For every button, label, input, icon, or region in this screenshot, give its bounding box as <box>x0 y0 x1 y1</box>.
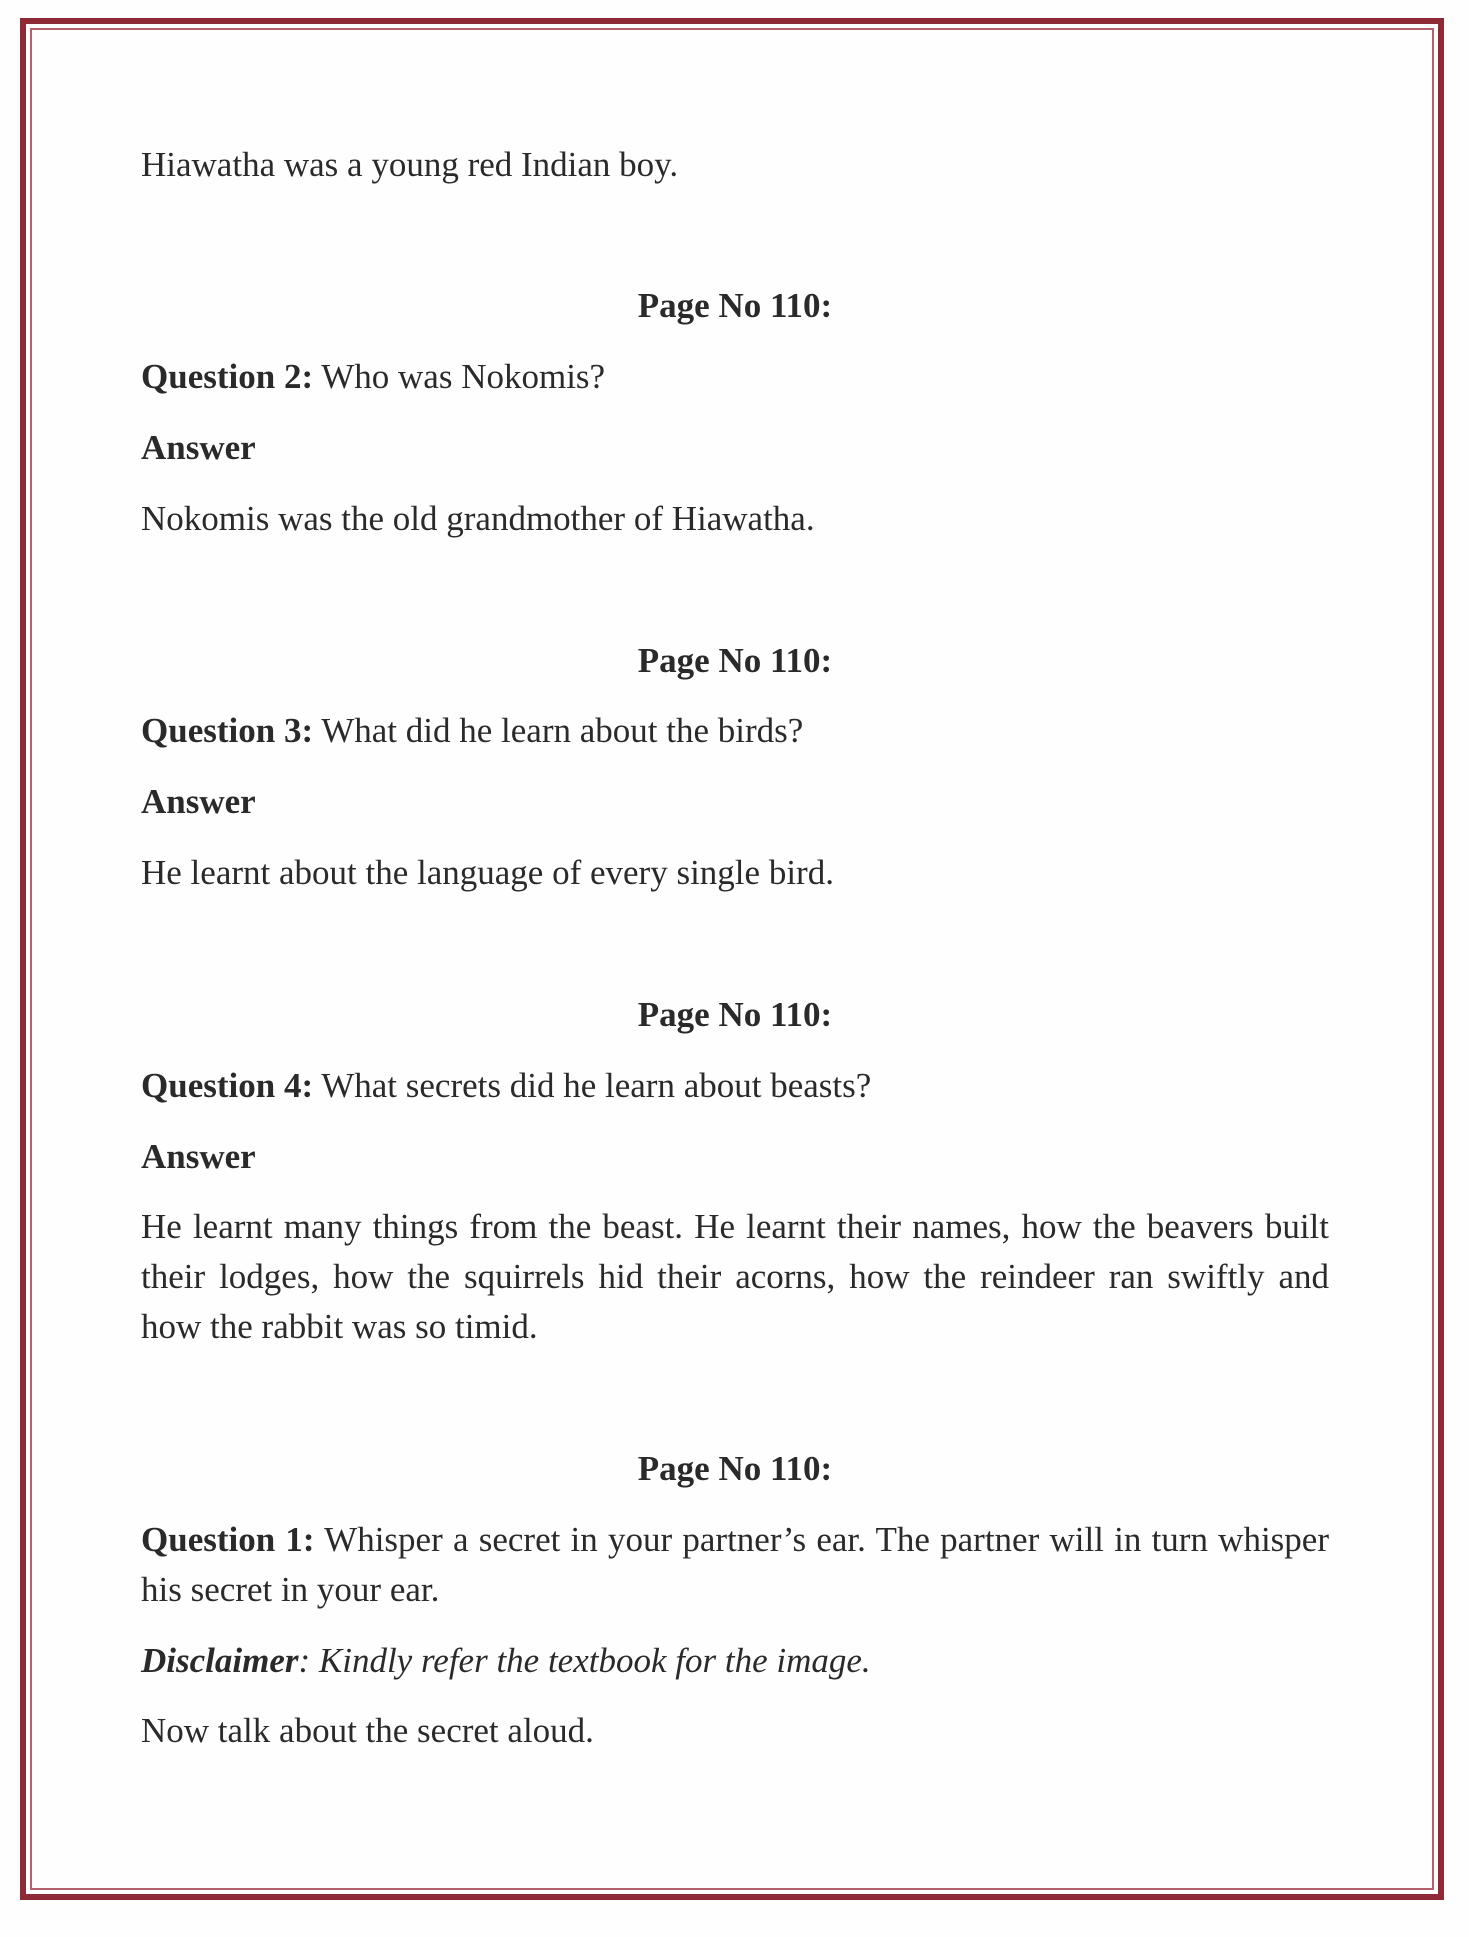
question-label: Question 3: <box>141 711 314 750</box>
disclaimer-text: : Kindly refer the textbook for the image. <box>298 1641 871 1680</box>
answer-label: Answer <box>141 782 256 821</box>
answer-text: He learnt about the language of every single bird. <box>141 853 834 892</box>
question-text: Who was Nokomis? <box>313 357 606 396</box>
question-4 <box>141 1061 1329 1111</box>
question-label: Question 4: <box>141 1066 314 1105</box>
page-heading: Page No 110: <box>637 995 833 1034</box>
question-3 <box>141 706 1329 756</box>
question-1 <box>141 1515 1329 1615</box>
question-label: Question 2: <box>141 357 314 396</box>
answer-label: Answer <box>141 1137 256 1176</box>
question-text: Whisper a secret in your partner’s ear. The partner will in turn whisper his secret in your ear. <box>141 1520 1329 1609</box>
answer-text: Nokomis was the old grandmother of Hiawatha. <box>141 499 815 538</box>
answer-text: Now talk about the secret aloud. <box>141 1711 594 1750</box>
question-2 <box>141 352 1329 402</box>
page-heading: Page No 110: <box>637 1449 833 1488</box>
question-text: What secrets did he learn about beasts? <box>313 1066 872 1105</box>
page-heading: Page No 110: <box>637 641 833 680</box>
answer-text: He learnt many things from the beast. He learnt their names, how the beavers built their lodges, how the squirrels hid their acorns, how the reindeer ran swiftly and how the rabbit was so timid. <box>141 1207 1329 1346</box>
disclaimer-label: Disclaimer <box>141 1641 299 1680</box>
answer-label: Answer <box>141 428 256 467</box>
question-text: What did he learn about the birds? <box>313 711 804 750</box>
intro-answer: Hiawatha was a young red Indian boy. <box>141 145 679 184</box>
question-label: Question 1: <box>141 1520 315 1559</box>
page-heading: Page No 110: <box>637 286 833 325</box>
disclaimer <box>141 1636 1329 1686</box>
